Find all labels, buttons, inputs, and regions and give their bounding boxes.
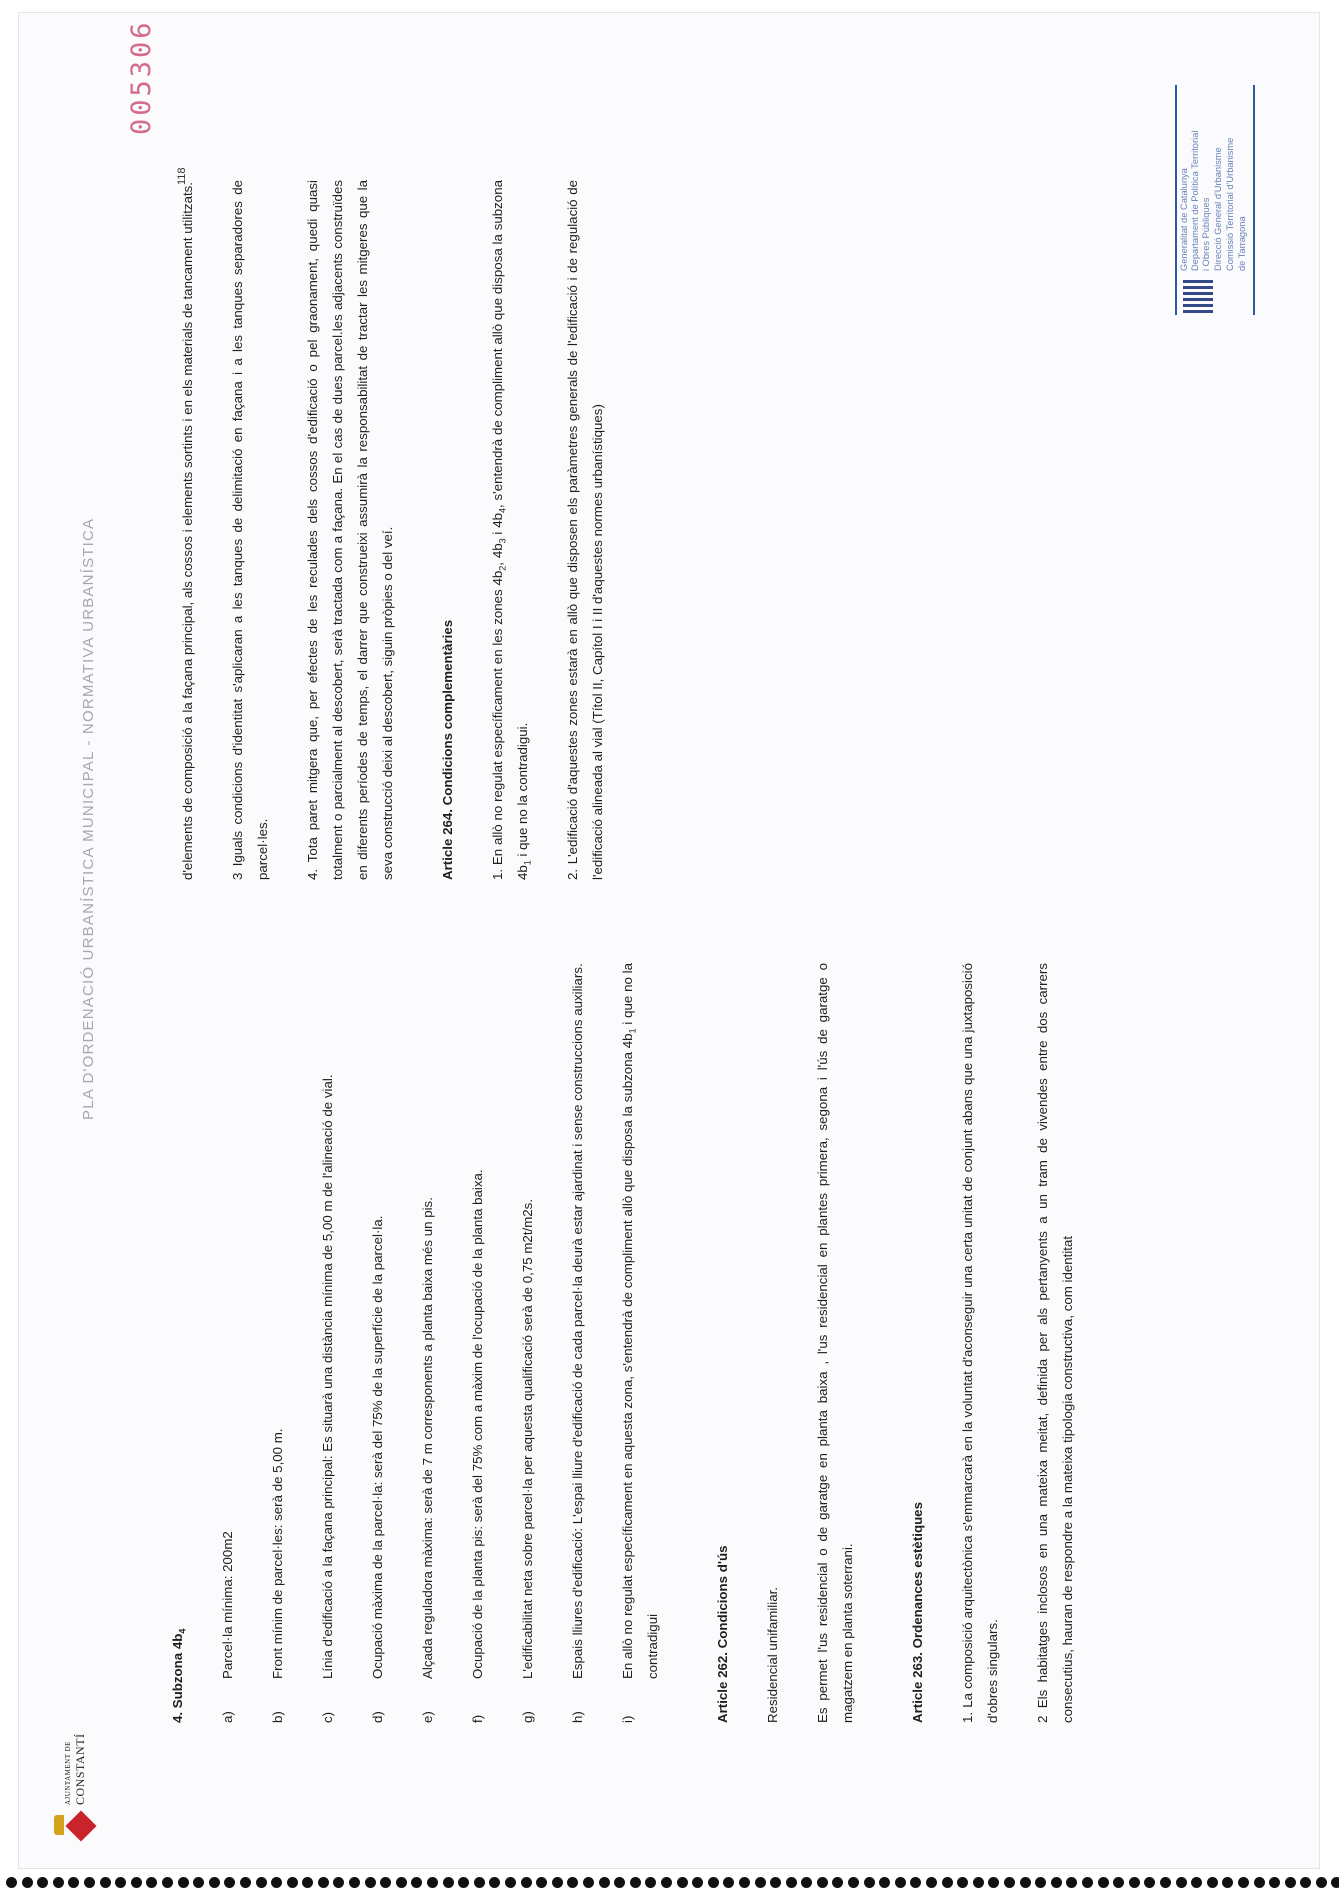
binding-hole: [100, 1877, 111, 1888]
binding-hole: [910, 1877, 921, 1888]
binding-hole: [427, 1877, 438, 1888]
article-263-title: Article 263. Ordenances estètiques: [910, 1502, 925, 1723]
binding-hole: [895, 1877, 906, 1888]
binding-hole: [661, 1877, 672, 1888]
stamp-rule: [1253, 85, 1255, 315]
item-text: L'edificabilitat neta sobre parcel·la per aquesta qualificació serà de 0,75 m2t/m2s.: [520, 1198, 535, 1679]
binding-hole: [583, 1877, 594, 1888]
binding-hole: [552, 1877, 563, 1888]
binding-hole: [567, 1877, 578, 1888]
paragraph: Residencial unifamiliar.: [765, 1587, 780, 1723]
binding-hole: [645, 1877, 656, 1888]
binding-hole: [224, 1877, 235, 1888]
crown-icon: [54, 1815, 64, 1835]
list-item: [265, 963, 290, 1723]
item-label: g): [520, 1711, 535, 1723]
item-text: En allò no regulat específicament en aquesta zona, s'entendrà de compliment allò que disposa la subzona $4b_1$ i que no la contradigui: [620, 963, 660, 1679]
item-label: b): [270, 1711, 285, 1723]
binding-hole: [832, 1877, 843, 1888]
binding-hole: [1160, 1877, 1171, 1888]
item-text: Parcel·la mínima: 200m2: [220, 1531, 235, 1679]
subzone-title: 4. Subzona $4b_4$: [170, 1628, 188, 1723]
item-label: i): [620, 1715, 635, 1723]
binding-hole: [1020, 1877, 1031, 1888]
stamp-line: Generalitat de Catalunya: [1179, 168, 1189, 271]
logo-big-text: CONSTANTÍ: [73, 1733, 87, 1805]
binding-hole: [458, 1877, 469, 1888]
stamp-rule: [1175, 85, 1177, 315]
article-262-title: Article 262. Condicions d'ús: [715, 1545, 730, 1723]
binding-hole: [22, 1877, 33, 1888]
binding-hole: [115, 1877, 126, 1888]
binding-hole: [489, 1877, 500, 1888]
binding-hole: [614, 1877, 625, 1888]
list-item: [365, 963, 390, 1723]
binding-hole: [396, 1877, 407, 1888]
paragraph: 4. Tota paret mitgera que, per efectes de les reculades dels cossos d'edificació o pel graonament, quedi quasi totalment o parcialment al descobert, serà tractada com a façana. En el cas de dues parcel.les adjacents construïdes en diferents períodes de temps, el darrer que construeixi assumirà la responsabilitat de tractar les mitgeres que la seva construcció deixi al descobert, siguin pròpies o del veí.: [305, 180, 395, 880]
binding-hole: [801, 1877, 812, 1888]
binding-hole: [1176, 1877, 1187, 1888]
generalitat-icon: [1183, 279, 1213, 313]
binding-hole: [1066, 1877, 1077, 1888]
binding-hole: [1129, 1877, 1140, 1888]
list-item: [215, 963, 240, 1723]
paragraph: 2. L'edificació d'aquestes zones estarà en allò que disposen els paràmetres generals de l'edificació i de regulació de l'edificació alineada al vial (Títol II, Capítol I i II d'aquestes normes urbanístiques): [565, 180, 605, 880]
item-text: Ocupació de la planta pis: serà del 75% com a màxim de l'ocupació de la planta baixa.: [470, 1169, 485, 1679]
binding-hole: [333, 1877, 344, 1888]
binding-hole: [957, 1877, 968, 1888]
item-label: f): [470, 1714, 485, 1723]
binding-hole: [817, 1877, 828, 1888]
list-item: [465, 963, 490, 1723]
binding-hole: [1222, 1877, 1233, 1888]
binding-hole: [926, 1877, 937, 1888]
binding-hole: [1082, 1877, 1093, 1888]
list-item: [415, 963, 440, 1723]
binding-hole: [256, 1877, 267, 1888]
binding-hole: [365, 1877, 376, 1888]
municipality-logo: [60, 1647, 100, 1837]
binding-hole: [302, 1877, 313, 1888]
binding-hole: [755, 1877, 766, 1888]
paragraph: d'elements de composició a la façana principal, als cossos i elements sortints i en els materials de tancament utilitzats.: [180, 181, 195, 880]
document-stamp-number: 005306: [126, 19, 157, 135]
binding-hole: [677, 1877, 688, 1888]
item-text: Línia d'edificació a la façana principal: Es situarà una distància mínima de 5,00 m de l'alineació de vial.: [320, 1074, 335, 1679]
binding-hole: [271, 1877, 282, 1888]
binding-hole: [599, 1877, 610, 1888]
binding-holes: [0, 1872, 1339, 1892]
right-column: [175, 180, 610, 880]
binding-hole: [864, 1877, 875, 1888]
stamp-line: Departament de Política Territorial: [1190, 130, 1200, 271]
binding-hole: [1254, 1877, 1265, 1888]
list-item: [615, 963, 665, 1723]
binding-hole: [1331, 1877, 1339, 1888]
paragraph: Es permet l'us residencial o de garatge en planta baixa , l'us residencial en plantes primera, segona i l'ús de garatge o magatzem en planta soterrani.: [815, 963, 855, 1723]
binding-hole: [209, 1877, 220, 1888]
binding-hole: [848, 1877, 859, 1888]
binding-hole: [879, 1877, 890, 1888]
binding-hole: [505, 1877, 516, 1888]
binding-hole: [786, 1877, 797, 1888]
binding-hole: [178, 1877, 189, 1888]
binding-hole: [1144, 1877, 1155, 1888]
binding-hole: [1098, 1877, 1109, 1888]
logo-small-text: AJUNTAMENT DE: [64, 1741, 72, 1805]
binding-hole: [739, 1877, 750, 1888]
left-column: [165, 963, 1080, 1723]
binding-hole: [770, 1877, 781, 1888]
binding-hole: [1300, 1877, 1311, 1888]
binding-hole: [521, 1877, 532, 1888]
binding-hole: [1285, 1877, 1296, 1888]
binding-hole: [318, 1877, 329, 1888]
binding-hole: [1316, 1877, 1327, 1888]
binding-hole: [723, 1877, 734, 1888]
binding-hole: [240, 1877, 251, 1888]
binding-hole: [84, 1877, 95, 1888]
paragraph: 2 Els habitatges inclosos en una mateixa meitat, definida per als pertanyents a un tram de vivendes entre dos carrers consecutius, hauran de respondre a la mateixa tipologia constructiva, com identitat: [1035, 963, 1075, 1723]
binding-hole: [380, 1877, 391, 1888]
item-text: Alçada reguladora màxima: serà de 7 m corresponents a planta baixa més un pis.: [420, 1197, 435, 1679]
binding-hole: [53, 1877, 64, 1888]
binding-hole: [131, 1877, 142, 1888]
header-title: PLA D'ORDENACIÓ URBANÍSTICA MUNICIPAL - NORMATIVA URBANÍSTICA: [80, 517, 97, 1120]
binding-hole: [973, 1877, 984, 1888]
item-label: h): [570, 1711, 585, 1723]
item-label: c): [320, 1711, 335, 1723]
binding-hole: [68, 1877, 79, 1888]
binding-hole: [6, 1877, 17, 1888]
binding-hole: [1051, 1877, 1062, 1888]
binding-hole: [1207, 1877, 1218, 1888]
approval-stamp: [1175, 85, 1255, 315]
binding-hole: [443, 1877, 454, 1888]
list-item: [315, 963, 340, 1723]
binding-hole: [287, 1877, 298, 1888]
binding-hole: [162, 1877, 173, 1888]
paragraph: 1. En allò no regulat específicament en les zones $4b_2$, $4b_3$ i $4b_4$, s'entendrà de compliment allò que disposa la subzona $4b_1$ i que no la contradigui.: [490, 180, 533, 880]
binding-hole: [942, 1877, 953, 1888]
binding-hole: [146, 1877, 157, 1888]
binding-hole: [411, 1877, 422, 1888]
binding-hole: [349, 1877, 360, 1888]
binding-hole: [474, 1877, 485, 1888]
binding-hole: [37, 1877, 48, 1888]
binding-hole: [1113, 1877, 1124, 1888]
stamp-line: i Obres Públiques: [1201, 197, 1211, 271]
item-text: Espais lliures d'edificació: L'espai lliure d'edificació de cada parcel·la deurà estar ajardinat i sense construccions auxiliars.: [570, 963, 585, 1679]
binding-hole: [1035, 1877, 1046, 1888]
item-text: Front mínim de parcel·les: serà de 5,00 m.: [270, 1428, 285, 1679]
article-264-title: Article 264. Condicions complementàries: [440, 619, 455, 880]
paragraph: 1. La composició arquitectònica s'emmarcarà en la voluntat d'aconseguir una certa unitat de conjunt abans que una juxtaposició d'obres singulars.: [960, 963, 1000, 1723]
binding-hole: [1238, 1877, 1249, 1888]
item-text: Ocupació màxima de la parcel·la: serà del 75% de la superfície de la parcel·la.: [370, 1215, 385, 1679]
binding-hole: [536, 1877, 547, 1888]
binding-hole: [1269, 1877, 1280, 1888]
stamp-line: Comissió Territorial d'Urbanisme: [1225, 137, 1235, 271]
item-label: e): [420, 1711, 435, 1723]
binding-hole: [1004, 1877, 1015, 1888]
stamp-line: Direcció General d'Urbanisme: [1213, 147, 1223, 271]
crest-icon: [65, 1810, 96, 1841]
stamp-line: de Tarragona: [1237, 216, 1247, 271]
list-item: [565, 963, 590, 1723]
binding-hole: [988, 1877, 999, 1888]
binding-hole: [692, 1877, 703, 1888]
page-number: 118: [176, 167, 188, 185]
item-label: a): [220, 1711, 235, 1723]
binding-hole: [708, 1877, 719, 1888]
binding-hole: [1191, 1877, 1202, 1888]
binding-hole: [630, 1877, 641, 1888]
binding-hole: [193, 1877, 204, 1888]
list-item: [515, 963, 540, 1723]
item-label: d): [370, 1711, 385, 1723]
paragraph: 3 Iguals condicions d'identitat s'aplicaran a les tanques de delimitació en façana i a les tanques separadores de parcel·les.: [230, 180, 270, 880]
